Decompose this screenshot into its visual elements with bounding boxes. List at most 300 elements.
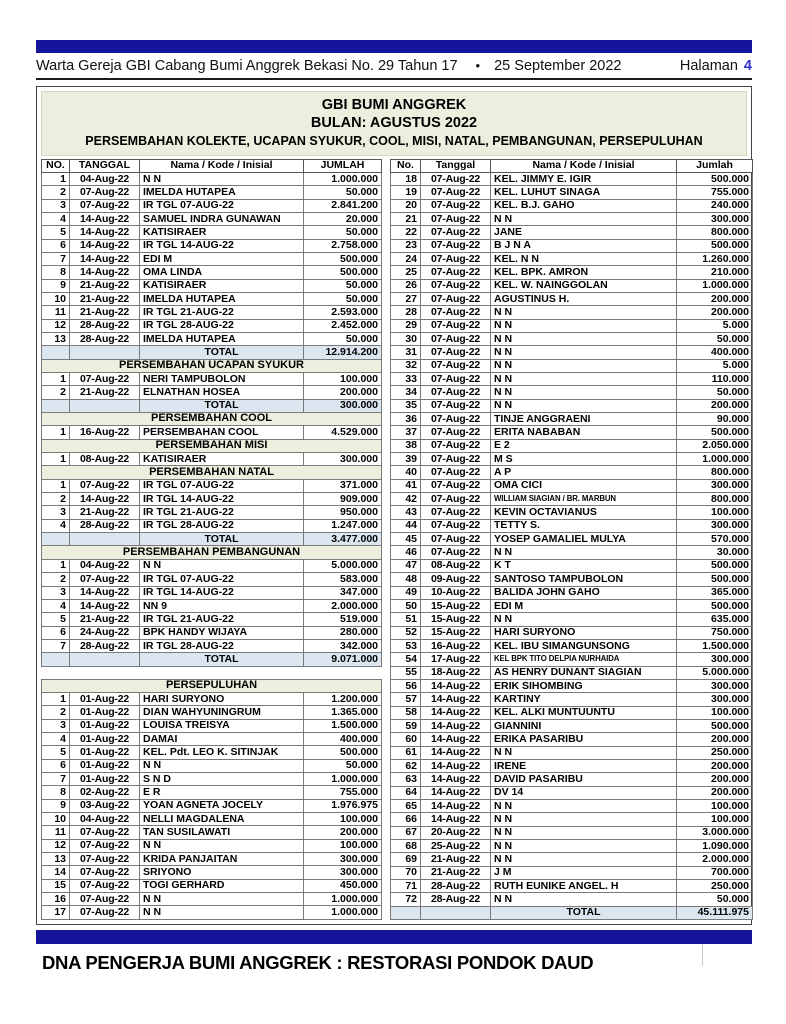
row-amount: 50.000 [677,386,753,399]
right-column [390,159,753,921]
column-rule-tick [702,944,703,966]
table-row [391,439,753,452]
row-name: E R [140,786,304,799]
row-name: N N [140,893,304,906]
row-no: 6 [42,239,70,252]
row-amount: 240.000 [677,199,753,212]
row-name: WILLIAM SIAGIAN / BR. MARBUN [491,493,677,506]
table-row [391,573,753,586]
total-amount: 45.111.975 [677,906,753,919]
row-amount: 700.000 [677,866,753,879]
table-row [42,692,382,705]
row-amount: 1.000.000 [677,453,753,466]
row-no: 38 [391,439,421,452]
row-amount: 300.000 [304,453,382,466]
row-no: 12 [42,319,70,332]
row-no: 69 [391,853,421,866]
row-date: 10-Aug-22 [421,586,491,599]
row-amount: 371.000 [304,479,382,492]
section-title: PERSEMBAHAN COOL [42,413,382,426]
row-no: 16 [42,893,70,906]
row-date: 07-Aug-22 [70,479,140,492]
row-amount: 347.000 [304,586,382,599]
row-amount: 100.000 [677,813,753,826]
row-name: NELLI MAGDALENA [140,813,304,826]
row-amount: 250.000 [677,746,753,759]
row-amount: 30.000 [677,546,753,559]
row-amount: 365.000 [677,586,753,599]
row-date: 14-Aug-22 [70,493,140,506]
total-amount: 12.914.200 [304,346,382,359]
row-date: 07-Aug-22 [421,453,491,466]
total-label: TOTAL [140,399,304,412]
row-amount: 500.000 [677,239,753,252]
row-date: 07-Aug-22 [421,439,491,452]
row-name: KATISIRAER [140,279,304,292]
row-date: 14-Aug-22 [421,733,491,746]
table-row [391,893,753,906]
table-row [391,199,753,212]
row-name: N N [491,546,677,559]
row-date: 07-Aug-22 [421,319,491,332]
row-name: EDI M [491,599,677,612]
row-name: NN 9 [140,599,304,612]
row-name: KEL. B.J. GAHO [491,199,677,212]
row-date: 25-Aug-22 [421,840,491,853]
offerings-table-left [41,159,382,667]
row-date: 09-Aug-22 [421,573,491,586]
row-name: DV 14 [491,786,677,799]
row-amount: 200.000 [677,759,753,772]
row-amount: 5.000 [677,359,753,372]
row-date: 01-Aug-22 [70,732,140,745]
total-empty [42,653,70,666]
row-no: 71 [391,880,421,893]
table-row [391,479,753,492]
row-amount: 755.000 [304,786,382,799]
row-date: 14-Aug-22 [421,759,491,772]
table-row [42,866,382,879]
row-date: 21-Aug-22 [70,292,140,305]
row-date: 07-Aug-22 [421,199,491,212]
row-name: AS HENRY DUNANT SIAGIAN [491,666,677,679]
row-no: 70 [391,866,421,879]
row-no: 1 [42,479,70,492]
row-amount: 2.841.200 [304,199,382,212]
table-row [391,666,753,679]
row-date: 14-Aug-22 [70,586,140,599]
row-date: 14-Aug-22 [421,800,491,813]
row-amount: 50.000 [677,893,753,906]
row-no: 51 [391,613,421,626]
row-name: ERIKA PASARIBU [491,733,677,746]
row-no: 6 [42,759,70,772]
table-row [42,772,382,785]
row-date: 07-Aug-22 [70,373,140,386]
table-row [391,359,753,372]
row-amount: 50.000 [677,332,753,345]
row-date: 07-Aug-22 [421,332,491,345]
row-amount: 1.000.000 [304,906,382,919]
row-date: 16-Aug-22 [70,426,140,439]
column-header: Nama / Kode / Inisial [491,159,677,172]
row-name: N N [491,399,677,412]
table-row [391,519,753,532]
row-name: N N [140,906,304,919]
row-no: 7 [42,252,70,265]
row-no: 13 [42,332,70,345]
row-amount: 500.000 [304,746,382,759]
row-amount: 909.000 [304,493,382,506]
row-no: 26 [391,279,421,292]
row-name: N N [491,332,677,345]
row-date: 07-Aug-22 [421,346,491,359]
row-date: 14-Aug-22 [70,252,140,265]
table-row [42,279,382,292]
row-name: IR TGL 21-AUG-22 [140,506,304,519]
row-name: N N [491,386,677,399]
row-name: N N [140,559,304,572]
row-no: 8 [42,786,70,799]
row-date: 07-Aug-22 [70,573,140,586]
row-name: N N [491,359,677,372]
row-no: 2 [42,493,70,506]
report-title-block [41,91,747,156]
section-title: PERSEPULUHAN [42,679,382,692]
table-row [391,332,753,345]
table-row [391,186,753,199]
table-row [391,399,753,412]
row-name: S N D [140,772,304,785]
total-label: TOTAL [140,533,304,546]
row-amount: 583.000 [304,573,382,586]
row-no: 8 [42,266,70,279]
table-row [42,386,382,399]
table-row [42,306,382,319]
table-row [391,279,753,292]
row-date: 07-Aug-22 [70,186,140,199]
table-row [42,559,382,572]
row-date: 07-Aug-22 [421,386,491,399]
row-date: 07-Aug-22 [421,186,491,199]
total-row [42,399,382,412]
table-row [42,319,382,332]
table-row [391,346,753,359]
row-no: 18 [391,172,421,185]
right-main-grid [390,159,753,921]
row-no: 2 [42,706,70,719]
masthead [36,58,752,74]
row-name: IMELDA HUTAPEA [140,292,304,305]
row-name: IR TGL 21-AUG-22 [140,306,304,319]
bottom-navy-bar [36,930,752,944]
table-row [42,599,382,612]
row-name: ELNATHAN HOSEA [140,386,304,399]
row-amount: 100.000 [677,506,753,519]
row-date: 21-Aug-22 [70,613,140,626]
table-row [391,546,753,559]
row-date: 08-Aug-22 [421,559,491,572]
row-name: IR TGL 21-AUG-22 [140,613,304,626]
row-date: 07-Aug-22 [70,839,140,852]
row-date: 28-Aug-22 [70,332,140,345]
row-amount: 1.500.000 [304,719,382,732]
table-row [42,212,382,225]
table-row [42,373,382,386]
table-row [391,292,753,305]
row-date: 07-Aug-22 [421,373,491,386]
row-no: 10 [42,292,70,305]
total-empty [70,533,140,546]
table-row [42,493,382,506]
table-row [391,626,753,639]
row-no: 17 [42,906,70,919]
row-amount: 519.000 [304,613,382,626]
row-amount: 750.000 [677,626,753,639]
row-amount: 1.000.000 [304,893,382,906]
row-amount: 1.090.000 [677,840,753,853]
total-empty [70,653,140,666]
row-no: 63 [391,773,421,786]
table-row [42,706,382,719]
row-date: 07-Aug-22 [421,479,491,492]
report-box [36,86,752,925]
left-persepuluhan-grid [41,679,382,920]
row-amount: 500.000 [677,719,753,732]
row-name: IMELDA HUTAPEA [140,332,304,345]
row-amount: 1.247.000 [304,519,382,532]
row-amount: 300.000 [677,693,753,706]
row-name: AGUSTINUS H. [491,292,677,305]
total-label: TOTAL [491,906,677,919]
table-row [391,880,753,893]
total-label: TOTAL [140,346,304,359]
row-no: 5 [42,746,70,759]
row-amount: 1.000.000 [304,172,382,185]
row-no: 4 [42,599,70,612]
top-navy-bar [36,40,752,53]
row-amount: 500.000 [304,252,382,265]
row-date: 14-Aug-22 [421,773,491,786]
row-amount: 200.000 [677,733,753,746]
row-date: 07-Aug-22 [421,266,491,279]
row-no: 4 [42,732,70,745]
row-name: KEL BPK TITO DELPIA NURHAIDA [491,653,677,666]
row-date: 07-Aug-22 [421,519,491,532]
row-no: 30 [391,332,421,345]
row-amount: 50.000 [304,279,382,292]
row-name: DAVID PASARIBU [491,773,677,786]
table-row [42,906,382,919]
row-amount: 400.000 [677,346,753,359]
row-no: 5 [42,613,70,626]
left-column [41,159,382,920]
row-amount: 200.000 [304,826,382,839]
row-no: 1 [42,426,70,439]
column-header-row [42,159,382,172]
table-row [42,199,382,212]
row-no: 66 [391,813,421,826]
row-name: HARI SURYONO [491,626,677,639]
report-subtitle: PERSEMBAHAN KOLEKTE, UCAPAN SYUKUR, COOL, MISI, NATAL, PEMBANGUNAN, PERSEPULUHAN [85,134,703,149]
row-no: 55 [391,666,421,679]
row-no: 9 [42,799,70,812]
row-date: 07-Aug-22 [421,252,491,265]
row-date: 15-Aug-22 [421,626,491,639]
row-name: N N [491,826,677,839]
row-name: IR TGL 14-AUG-22 [140,586,304,599]
row-name: SAMUEL INDRA GUNAWAN [140,212,304,225]
row-no: 25 [391,266,421,279]
column-header: Tanggal [421,159,491,172]
section-header-row [42,439,382,452]
row-date: 07-Aug-22 [421,466,491,479]
row-name: RUTH EUNIKE ANGEL. H [491,880,677,893]
table-row [42,732,382,745]
row-name: KATISIRAER [140,453,304,466]
table-row [391,373,753,386]
table-row [391,266,753,279]
row-no: 3 [42,199,70,212]
row-amount: 200.000 [677,306,753,319]
row-amount: 800.000 [677,466,753,479]
row-amount: 1.976.975 [304,799,382,812]
table-row [42,292,382,305]
row-amount: 200.000 [677,292,753,305]
row-date: 18-Aug-22 [421,666,491,679]
row-date: 07-Aug-22 [70,199,140,212]
row-name: DIAN WAHYUNINGRUM [140,706,304,719]
table-row [391,559,753,572]
total-row [42,533,382,546]
table-row [391,840,753,853]
row-name: KARTINY [491,693,677,706]
table-row [391,586,753,599]
table-row [391,826,753,839]
total-amount: 3.477.000 [304,533,382,546]
table-row [391,719,753,732]
row-amount: 1.000.000 [677,279,753,292]
table-row [391,853,753,866]
table-row [391,306,753,319]
row-name: N N [140,759,304,772]
row-no: 11 [42,826,70,839]
row-name: JANE [491,226,677,239]
table-row [42,186,382,199]
row-name: SRIYONO [140,866,304,879]
row-date: 14-Aug-22 [421,786,491,799]
row-date: 17-Aug-22 [421,653,491,666]
report-month: BULAN: AGUSTUS 2022 [310,115,478,132]
row-date: 04-Aug-22 [70,813,140,826]
table-gap [41,667,382,679]
row-amount: 300.000 [677,653,753,666]
row-amount: 500.000 [677,573,753,586]
row-name: TAN SUSILAWATI [140,826,304,839]
row-amount: 50.000 [304,332,382,345]
row-no: 68 [391,840,421,853]
row-no: 52 [391,626,421,639]
row-date: 07-Aug-22 [70,893,140,906]
row-date: 07-Aug-22 [70,879,140,892]
table-row [391,252,753,265]
row-date: 28-Aug-22 [70,639,140,652]
row-no: 9 [42,279,70,292]
table-row [42,453,382,466]
row-no: 1 [42,373,70,386]
row-date: 07-Aug-22 [70,826,140,839]
row-date: 14-Aug-22 [70,226,140,239]
table-row [391,733,753,746]
table-row [42,172,382,185]
total-empty [391,906,421,919]
row-no: 32 [391,359,421,372]
row-date: 04-Aug-22 [70,172,140,185]
row-date: 15-Aug-22 [421,613,491,626]
row-amount: 2.452.000 [304,319,382,332]
row-name: N N [491,800,677,813]
total-empty [70,399,140,412]
row-date: 07-Aug-22 [421,533,491,546]
row-amount: 755.000 [677,186,753,199]
row-date: 14-Aug-22 [421,679,491,692]
row-name: N N [491,853,677,866]
row-no: 43 [391,506,421,519]
row-name: GIANNINI [491,719,677,732]
row-name: N N [491,840,677,853]
table-row [391,786,753,799]
row-date: 01-Aug-22 [70,746,140,759]
table-row [391,639,753,652]
table-row [42,799,382,812]
table-row [42,226,382,239]
row-name: N N [491,893,677,906]
issue-date: 25 September 2022 [494,58,622,74]
row-no: 2 [42,573,70,586]
row-no: 33 [391,373,421,386]
section-title: PERSEMBAHAN PEMBANGUNAN [42,546,382,559]
row-no: 4 [42,519,70,532]
row-amount: 100.000 [304,839,382,852]
row-no: 29 [391,319,421,332]
row-name: ERITA NABABAN [491,426,677,439]
tithe-table-right [390,159,753,921]
row-amount: 50.000 [304,759,382,772]
row-date: 07-Aug-22 [421,546,491,559]
row-name: LOUISA TREISYA [140,719,304,732]
table-row [391,239,753,252]
table-row [391,773,753,786]
table-row [42,853,382,866]
row-amount: 500.000 [304,266,382,279]
table-row [42,332,382,345]
row-no: 14 [42,866,70,879]
row-date: 21-Aug-22 [70,306,140,319]
row-no: 31 [391,346,421,359]
section-header-row [42,546,382,559]
row-date: 07-Aug-22 [421,359,491,372]
row-amount: 200.000 [677,399,753,412]
table-row [42,746,382,759]
total-amount: 9.071.000 [304,653,382,666]
row-name: ERIK SIHOMBING [491,679,677,692]
section-header-row [42,466,382,479]
table-row [42,839,382,852]
table-row [391,493,753,506]
column-header: NO. [42,159,70,172]
page-number: 4 [743,58,752,74]
row-name: IMELDA HUTAPEA [140,186,304,199]
